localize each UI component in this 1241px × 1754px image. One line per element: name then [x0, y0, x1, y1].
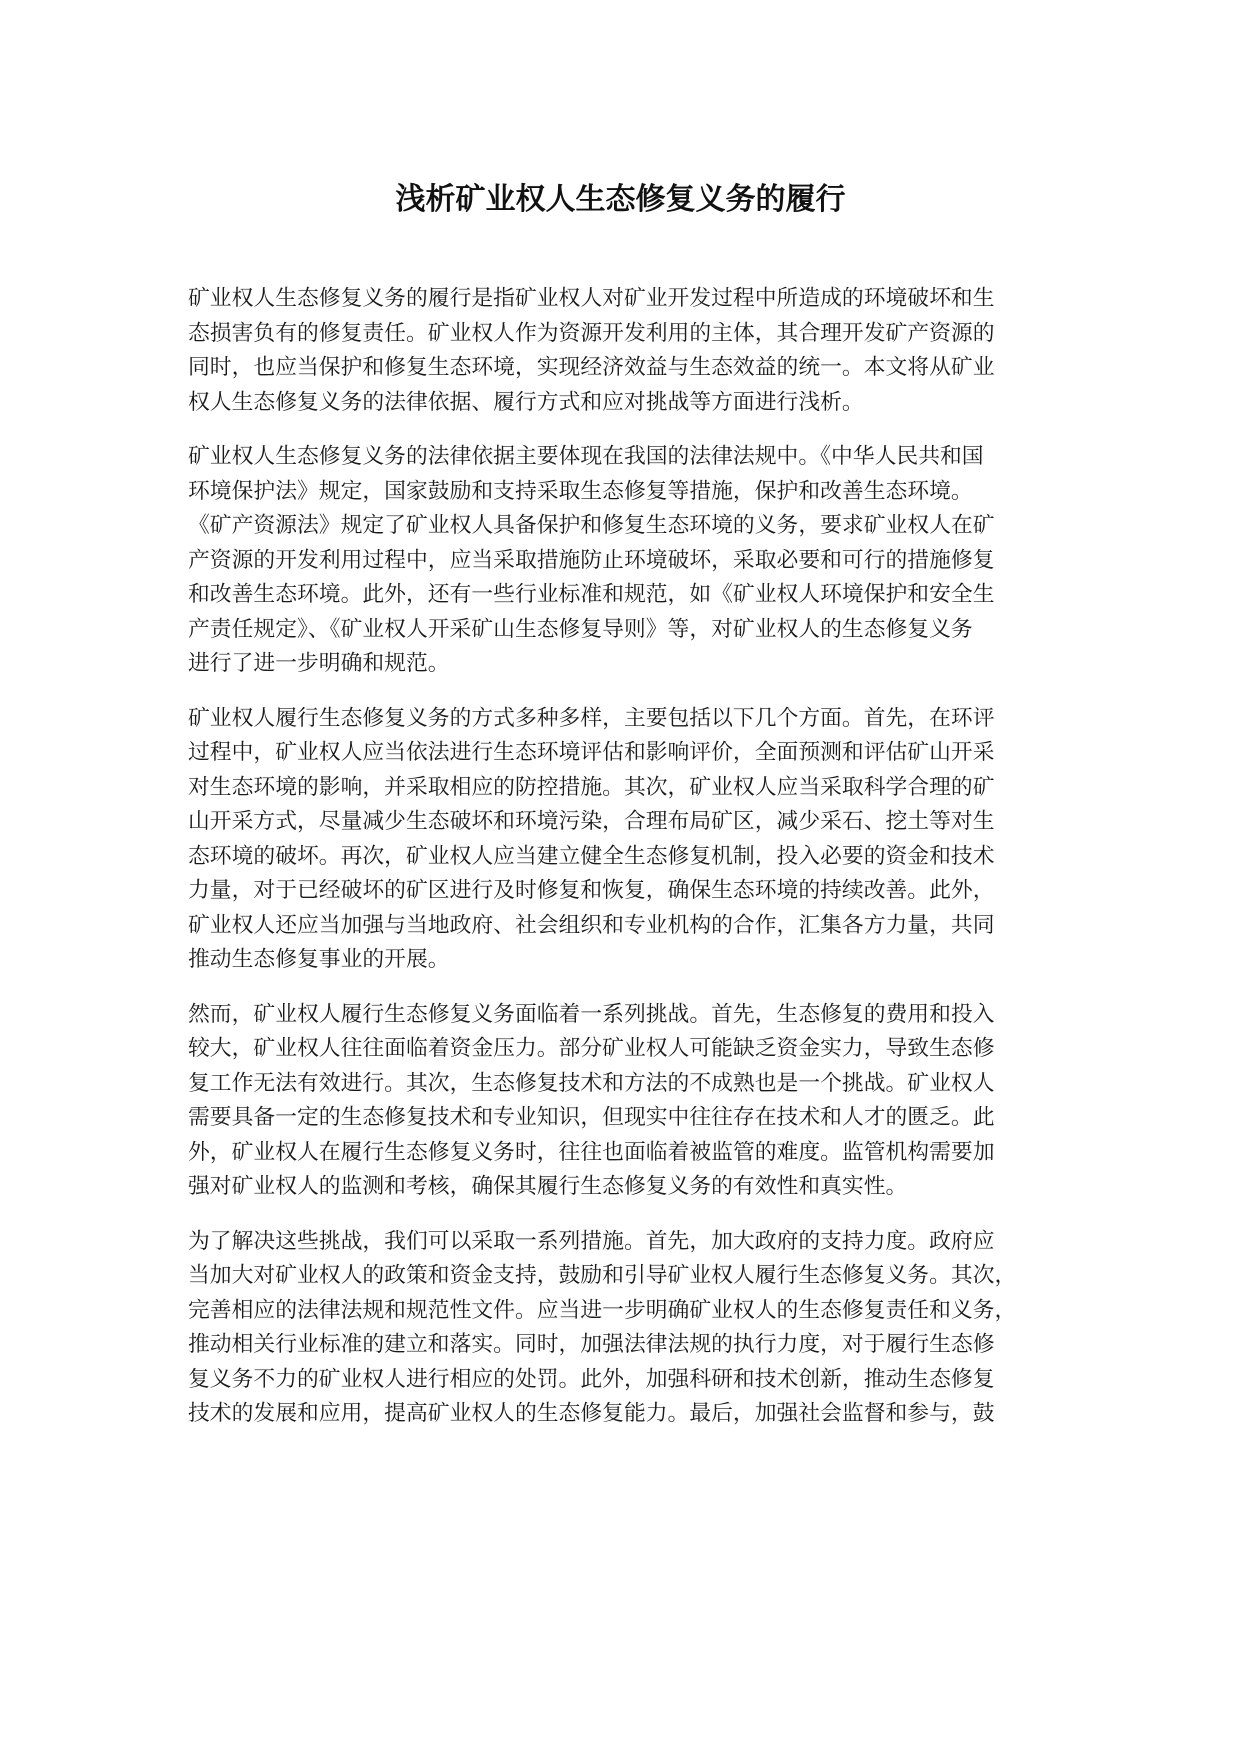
- text-line: 推动生态修复事业的开展。: [188, 947, 450, 972]
- text-line: 强对矿业权人的监测和考核，确保其履行生态修复义务的有效性和真实性。: [188, 1174, 908, 1199]
- paragraph-solutions: [188, 1225, 1068, 1432]
- text-line: 同时，也应当保护和修复生态环境，实现经济效益与生态效益的统一。本文将从矿业: [188, 355, 995, 380]
- text-line: 当加大对矿业权人的政策和资金支持，鼓励和引导矿业权人履行生态修复义务。其次，: [188, 1263, 1017, 1288]
- text-line: 矿业权人生态修复义务的履行是指矿业权人对矿业开发过程中所造成的环境破坏和生: [188, 286, 995, 311]
- text-line: 产资源的开发利用过程中，应当采取措施防止环境破坏，采取必要和可行的措施修复: [188, 547, 995, 573]
- paragraph-introduction: [188, 282, 1068, 420]
- text-line: 矿业权人还应当加强与当地政府、社会组织和专业机构的合作，汇集各方力量，共同: [188, 912, 995, 938]
- text-line: 为了解决这些挑战，我们可以采取一系列措施。首先，加大政府的支持力度。政府应: [188, 1228, 995, 1254]
- document-body: [188, 282, 1068, 1452]
- text-line: 山开采方式，尽量减少生态破坏和环境污染，合理布局矿区，减少采石、挖土等对生: [188, 809, 995, 834]
- text-line: 对生态环境的影响，并采取相应的防控措施。其次，矿业权人应当采取科学合理的矿: [188, 774, 995, 800]
- text-line: 需要具备一定的生态修复技术和专业知识，但现实中往往存在技术和人才的匮乏。此: [188, 1105, 995, 1130]
- text-line: 完善相应的法律法规和规范性文件。应当进一步明确矿业权人的生态修复责任和义务，: [188, 1297, 1017, 1323]
- text-line: 《矿产资源法》规定了矿业权人具备保护和修复生态环境的义务，要求矿业权人在矿: [188, 513, 995, 538]
- text-line: 较大，矿业权人往往面临着资金压力。部分矿业权人可能缺乏资金实力，导致生态修: [188, 1036, 995, 1061]
- paragraph-legal-basis: [188, 440, 1068, 682]
- text-line: 力量，对于已经破坏的矿区进行及时修复和恢复，确保生态环境的持续改善。此外，: [188, 878, 995, 903]
- text-line: 然而，矿业权人履行生态修复义务面临着一系列挑战。首先，生态修复的费用和投入: [188, 1001, 995, 1027]
- text-line: 复义务不力的矿业权人进行相应的处罚。此外，加强科研和技术创新，推动生态修复: [188, 1366, 995, 1392]
- text-line: 复工作无法有效进行。其次，生态修复技术和方法的不成熟也是一个挑战。矿业权人: [188, 1070, 995, 1096]
- text-line: 外，矿业权人在履行生态修复义务时，往往也面临着被监管的难度。监管机构需要加: [188, 1139, 995, 1165]
- text-line: 矿业权人履行生态修复义务的方式多种多样，主要包括以下几个方面。首先，在环评: [188, 705, 995, 731]
- text-line: 过程中，矿业权人应当依法进行生态环境评估和影响评价，全面预测和评估矿山开采: [188, 740, 995, 765]
- text-line: 进行了进一步明确和规范。: [188, 651, 450, 676]
- text-line: 权人生态修复义务的法律依据、履行方式和应对挑战等方面进行浅析。: [188, 389, 864, 415]
- text-line: 推动相关行业标准的建立和落实。同时，加强法律法规的执行力度，对于履行生态修: [188, 1332, 995, 1357]
- text-line: 态损害负有的修复责任。矿业权人作为资源开发利用的主体，其合理开发矿产资源的: [188, 320, 995, 346]
- text-line: 态环境的破坏。再次，矿业权人应当建立健全生态修复机制，投入必要的资金和技术: [188, 843, 995, 869]
- text-line: 技术的发展和应用，提高矿业权人的生态修复能力。最后，加强社会监督和参与，鼓: [188, 1401, 995, 1426]
- text-line: 环境保护法》规定，国家鼓励和支持采取生态修复等措施，保护和改善生态环境。: [188, 478, 973, 504]
- paragraph-methods: [188, 702, 1068, 978]
- text-line: 矿业权人生态修复义务的法律依据主要体现在我国的法律法规中。《中华人民共和国: [188, 444, 984, 469]
- text-line: 产责任规定》、《矿业权人开采矿山生态修复导则》等，对矿业权人的生态修复义务: [188, 616, 973, 642]
- paragraph-challenges: [188, 998, 1068, 1205]
- document-title: 浅析矿业权人生态修复义务的履行: [395, 182, 846, 217]
- text-line: 和改善生态环境。此外，还有一些行业标准和规范，如《矿业权人环境保护和安全生: [188, 582, 995, 607]
